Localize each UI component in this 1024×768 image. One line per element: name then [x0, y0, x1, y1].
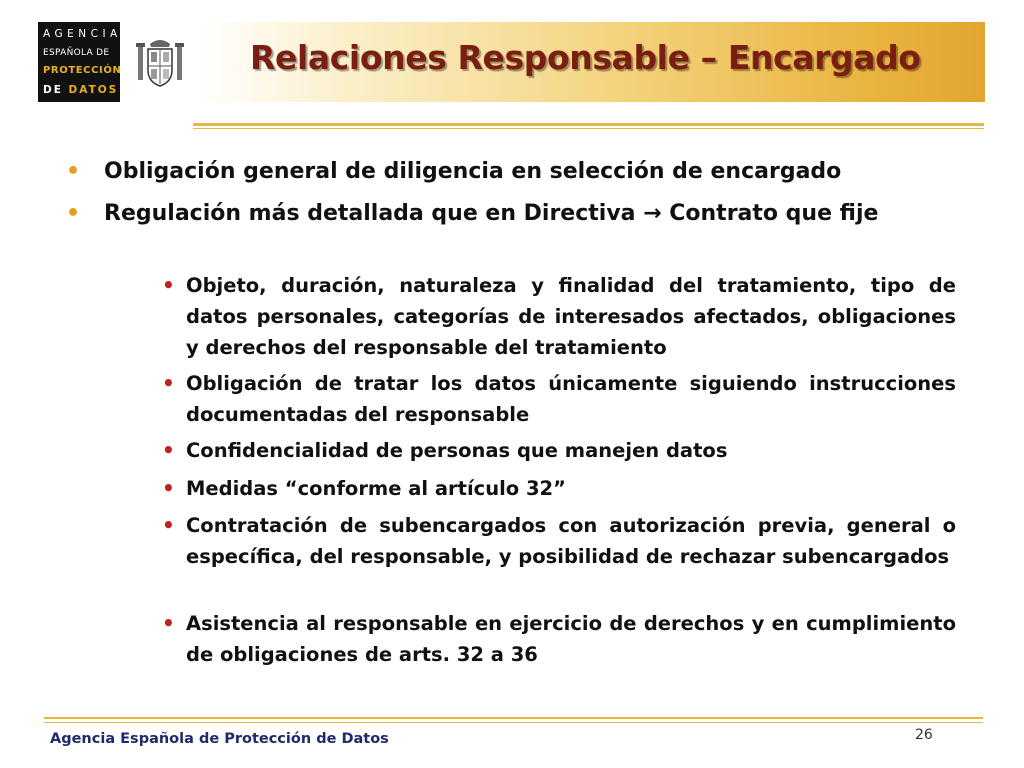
sub-bullet-item: • Contratación de subencargados con autorización previa, general o específica, del responsable, y posibilidad de rechazar subencargados	[186, 510, 956, 572]
footer-organization: Agencia Española de Protección de Datos	[50, 731, 389, 747]
sub-bullet-item: • Confidencialidad de personas que manejen datos	[186, 435, 956, 466]
sub-bullet-item: • Obligación de tratar los datos únicamente siguiendo instrucciones documentadas del responsable	[186, 368, 956, 430]
footer-divider-thin	[44, 722, 983, 723]
sub-bullet-item: • Objeto, duración, naturaleza y finalidad del tratamiento, tipo de datos personales, categorías de interesados afectados, obligaciones y derechos del responsable del tratamiento	[186, 270, 956, 363]
bullet-item: • Regulación más detallada que en Directiva → Contrato que fije	[104, 198, 956, 229]
footer-divider	[44, 717, 983, 719]
sub-bullet-item: • Medidas “conforme al artículo 32”	[186, 473, 956, 504]
page-number: 26	[915, 727, 933, 743]
bullet-item: • Obligación general de diligencia en selección de encargado	[104, 156, 956, 187]
sub-bullet-item: • Asistencia al responsable en ejercicio de derechos y en cumplimiento de obligaciones de arts. 32 a 36	[186, 608, 956, 670]
logo-line-1: AGENCIA	[43, 28, 122, 40]
logo-line-4	[43, 81, 119, 100]
logo-line-4b: DATOS	[68, 83, 119, 96]
aepd-logo	[38, 22, 120, 102]
spanish-coat-of-arms-icon	[136, 36, 184, 88]
header-divider-thin	[193, 128, 984, 129]
logo-line-3: PROTECCIÓN	[43, 65, 122, 76]
logo-line-2: ESPAÑOLA DE	[43, 47, 110, 58]
slide-title: Relaciones Responsable – Encargado	[250, 38, 921, 77]
logo-line-4a: DE	[43, 83, 63, 96]
header-divider	[193, 123, 984, 126]
